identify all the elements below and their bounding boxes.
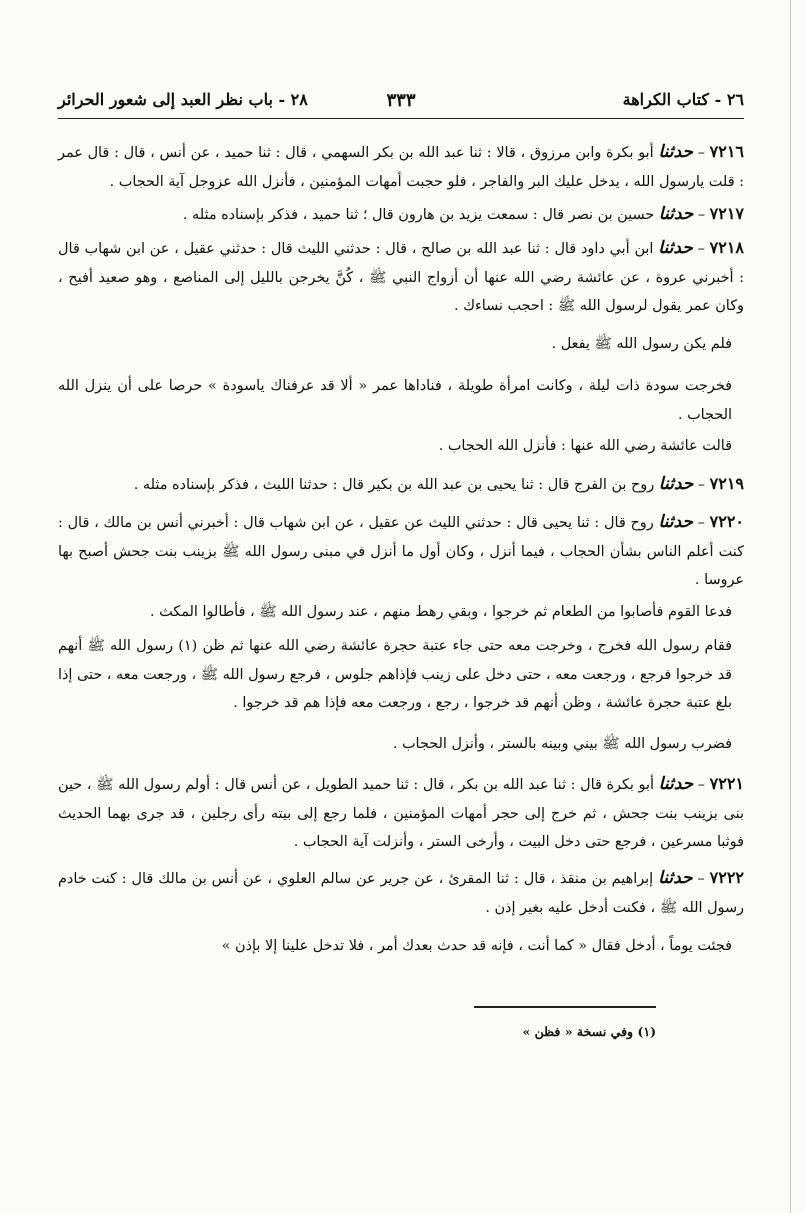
- hadith-text: حسين بن نصر قال : سمعت يزيد بن هارون قال ؛ ثنا حميد ، فذكر بإسناده مثله .: [182, 207, 655, 223]
- haddathana-lead: حدثنا: [658, 142, 693, 162]
- section-title: ٢٨ - باب نظر العبد إلى شعور الحرائر: [58, 90, 308, 109]
- continuation-text: قالت عائشة رضي الله عنها : فأنزل الله الحجاب .: [438, 438, 732, 454]
- hadith-7220: ٧٢٢٠ – حدثنا روح قال : ثنا يحيى قال : حدثني الليث عن عقيل ، عن ابن شهاب قال : أخبرني أنس بن مالك ، قال : كنت أعلم الناس بشأن الحجاب ، فيما أنزل ، وكان أول ما أنزل في مبنى رسول الله ﷺ بزينب بنت جحش أصبح بها عروسا .: [58, 512, 744, 588]
- hadith-7218: ٧٢١٨ – حدثنا ابن أبي داود قال : ثنا عبد الله بن صالح ، قال : حدثني الليث قال : حدثني عقيل ، عن ابن شهاب قال : أخبرني عروة ، عن عائشة رضي الله عنها أن أزواج النبي ﷺ ، كُنَّ يخرجن بالليل إلى المناصع ، وهو صعيد أفيح ، وكان عمر يقول لرسول الله ﷺ : احجب نساءك .: [58, 238, 744, 314]
- continuation-text: فجئت يوماً ، أدخل فقال « كما أنت ، فإنه قد حدث بعدك أمر ، فلا تدخل علينا إلا بإذن »: [221, 938, 732, 954]
- hadith-number: ٧٢١٦: [709, 142, 745, 161]
- hadith-continuation: [58, 330, 744, 359]
- hadith-number: ٧٢٢٠: [709, 512, 744, 531]
- hadith-number: ٧٢١٨: [709, 238, 744, 257]
- hadith-continuation: [58, 932, 744, 961]
- continuation-text: فقام رسول الله فخرج ، وخرجت معه حتى جاء عتبة حجرة عائشة رضي الله عنها ثم ظن (١) رسول الله ﷺ أنهم قد خرجوا فرجع ، ورجعت معه ، حتى دخل على زينب فإذاهم جلوس ، فرجع رسول الله ﷺ ، ورجعت معه ، حتى إذا بلغ عتبة حجرة عائشة ، وظن أنهم قد خرجوا ، رجع ، ورجعت معه فإذا هم قد خرجوا .: [58, 638, 732, 711]
- chapter-title: ٢٦ - كتاب الكراهة: [622, 90, 744, 109]
- hadith-7222: ٧٢٢٢ – حدثنا إبراهيم بن منقذ ، قال : ثنا المقرئ ، عن جرير عن سالم العلوي ، عن أنس بن مالك قال : كنت خادم رسول الله ﷺ ، فكنت أدخل عليه بغير إذن .: [58, 868, 744, 916]
- hadith-7216: ٧٢١٦ – حدثنا أبو بكرة وابن مرزوق ، قالا : ثنا عبد الله بن بكر السهمي ، قال : ثنا حميد ، عن أنس ، قال : قال عمر : قلت يارسول الله ، يدخل عليك البر والفاجر ، فلو حجبت أمهات المؤمنين ، فأنزل الله عزوجل آية الحجاب .: [58, 142, 745, 190]
- continuation-text: فخرجت سودة ذات ليلة ، وكانت امرأة طويلة ، فناداها عمر « ألا قد عرفناك ياسودة » حرصا على أن ينزل الله الحجاب .: [58, 378, 732, 423]
- hadith-continuation: [58, 432, 744, 461]
- scan-edge-line: [790, 0, 791, 1213]
- hadith-text: أبو بكرة وابن مرزوق ، قالا : ثنا عبد الله بن بكر السهمي ، قال : ثنا حميد ، عن أنس ، قال : قال عمر : قلت يارسول الله ، يدخل عليك البر والفاجر ، فلو حجبت أمهات المؤمنين ، فأنزل الله عزوجل آية الحجاب .: [58, 145, 744, 190]
- hadith-continuation: [58, 598, 744, 627]
- continuation-text: فدعا القوم فأصابوا من الطعام ثم خرجوا ، وبقي رهط منهم ، عند رسول الله ﷺ ، فأطالوا المكث .: [150, 604, 732, 620]
- hadith-text: إبراهيم بن منقذ ، قال : ثنا المقرئ ، عن جرير عن سالم العلوي ، عن أنس بن مالك قال : كنت خادم رسول الله ﷺ ، فكنت أدخل عليه بغير إذن .: [58, 871, 744, 916]
- hadith-continuation: [58, 730, 744, 759]
- hadith-number: ٧٢٢١: [709, 774, 744, 793]
- hadith-text: روح بن الفرج قال : ثنا يحيى بن عبد الله بن بكير قال : حدثنا الليث ، فذكر بإسناده مثله .: [133, 477, 655, 493]
- continuation-text: فضرب رسول الله ﷺ بيني وبينه بالستر ، وأنزل الحجاب .: [392, 736, 732, 752]
- running-header: [58, 84, 744, 119]
- haddathana-lead: حدثنا: [658, 238, 693, 258]
- hadith-number: ٧٢١٧: [709, 204, 744, 223]
- hadith-7219: ٧٢١٩ – حدثنا روح بن الفرج قال : ثنا يحيى بن عبد الله بن بكير قال : حدثنا الليث ، فذكر بإسناده مثله .: [133, 474, 744, 494]
- continuation-text: فلم يكن رسول الله ﷺ يفعل .: [551, 336, 732, 352]
- hadith-continuation: [58, 372, 744, 429]
- page-body: [58, 138, 744, 1044]
- haddathana-lead: حدثنا: [658, 868, 693, 888]
- hadith-7221: ٧٢٢١ – حدثنا أبو بكرة قال : ثنا عبد الله بن بكر ، قال : ثنا حميد الطويل ، عن أنس قال : أولم رسول الله ﷺ ، حين بنى بزينب بنت جحش ، ثم خرج إلى حجر أمهات المؤمنين ، فلما رجع إلى بيته رأى رجلين ، قد جرى بهما الحديث فوثبا مسرعين ، فرجع حتى دخل البيت ، وأرخى الستر ، وأنزلت آية الحجاب .: [58, 774, 744, 850]
- hadith-number: ٧٢٢٢: [709, 868, 744, 887]
- haddathana-lead: حدثنا: [658, 204, 694, 224]
- footnote-divider: [474, 1006, 656, 1008]
- footnote: (١) وفي نسخة « فظن »: [522, 1024, 656, 1039]
- hadith-text: أبو بكرة قال : ثنا عبد الله بن بكر ، قال : ثنا حميد الطويل ، عن أنس قال : أولم رسول الله ﷺ ، حين بنى بزينب بنت جحش ، ثم خرج إلى حجر أمهات المؤمنين ، فلما رجع إلى بيته رأى رجلين ، قد جرى بهما الحديث فوثبا مسرعين ، فرجع حتى دخل البيت ، وأرخى الستر ، وأنزلت آية الحجاب .: [58, 777, 744, 850]
- haddathana-lead: حدثنا: [658, 512, 693, 532]
- hadith-7217: ٧٢١٧ – حدثنا حسين بن نصر قال : سمعت يزيد بن هارون قال ؛ ثنا حميد ، فذكر بإسناده مثله .: [182, 204, 744, 224]
- page-number: ٣٣٣: [386, 90, 416, 111]
- book-page: [58, 84, 744, 1044]
- hadith-continuation: [58, 632, 744, 718]
- hadith-text: روح قال : ثنا يحيى قال : حدثني الليث عن عقيل ، عن ابن شهاب قال : أخبرني أنس بن مالك ، قال : كنت أعلم الناس بشأن الحجاب ، فيما أنزل ، وكان أول ما أنزل في مبنى رسول الله ﷺ بزينب بنت جحش أصبح بها عروسا .: [58, 515, 744, 588]
- haddathana-lead: حدثنا: [658, 474, 694, 494]
- haddathana-lead: حدثنا: [658, 774, 694, 794]
- hadith-text: ابن أبي داود قال : ثنا عبد الله بن صالح ، قال : حدثني الليث قال : حدثني عقيل ، عن ابن شهاب قال : أخبرني عروة ، عن عائشة رضي الله عنها أن أزواج النبي ﷺ ، كُنَّ يخرجن بالليل إلى المناصع ، وهو صعيد أفيح ، وكان عمر يقول لرسول الله ﷺ : احجب نساءك .: [58, 241, 744, 314]
- hadith-number: ٧٢١٩: [709, 474, 744, 493]
